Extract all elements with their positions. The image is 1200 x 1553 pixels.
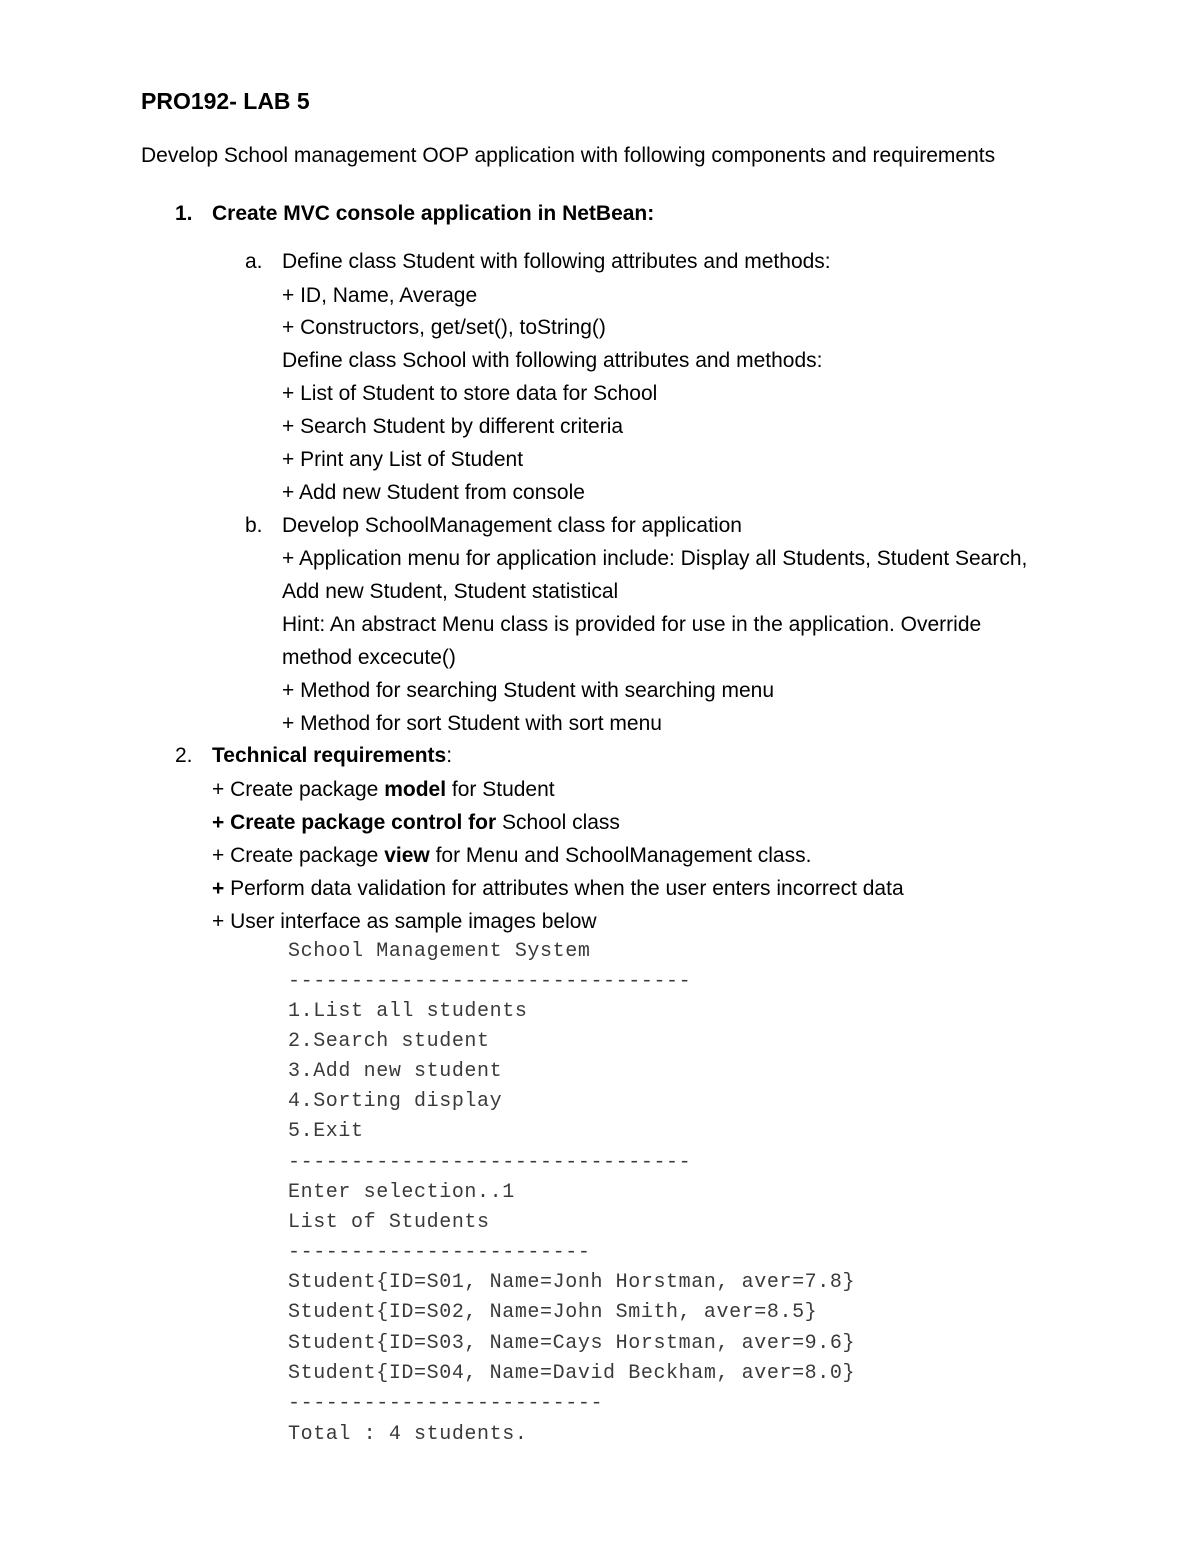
requirement-control — [212, 809, 620, 837]
console-line: 1.List all students — [288, 1000, 528, 1023]
intro-text: Develop School management OOP application with following components and requirements — [141, 144, 996, 167]
console-line: -------------------------------- — [288, 1151, 692, 1174]
req-text: + Create package — [212, 844, 385, 867]
section2-heading — [212, 742, 452, 770]
item-b-line: method excecute() — [282, 646, 456, 669]
console-line: Student{ID=S02, Name=John Smith, aver=8.5} — [288, 1301, 818, 1324]
console-line: School Management System — [288, 940, 591, 963]
req-bold-text: view — [384, 844, 430, 867]
req-bold-text: + Create package control for — [212, 811, 497, 834]
item-a-line: + Search Student by different criteria — [282, 415, 624, 438]
console-line: 3.Add new student — [288, 1060, 503, 1083]
item-b-line: Add new Student, Student statistical — [282, 580, 619, 603]
console-line: ------------------------ — [288, 1241, 591, 1264]
req-bold-text: + — [212, 877, 225, 900]
requirement-view — [212, 842, 811, 870]
console-line: Student{ID=S04, Name=David Beckham, aver=8.0} — [288, 1362, 856, 1385]
item-b-line: + Application menu for application include: Display all Students, Student Search, — [282, 547, 1028, 570]
requirement-ui: + User interface as sample images below — [212, 910, 597, 933]
section2-number: 2. — [175, 744, 193, 767]
item-b-letter: b. — [245, 514, 263, 537]
item-a-line: + Constructors, get/set(), toString() — [282, 316, 606, 339]
item-a-line: + Add new Student from console — [282, 481, 585, 504]
console-line: -------------------------------- — [288, 970, 692, 993]
requirement-validation — [212, 875, 904, 903]
console-line: ------------------------- — [288, 1392, 604, 1415]
console-line: Student{ID=S03, Name=Cays Horstman, aver=9.6} — [288, 1332, 856, 1355]
item-b-line: Hint: An abstract Menu class is provided for use in the application. Override — [282, 613, 982, 636]
item-a-line: + List of Student to store data for School — [282, 382, 658, 405]
console-line: Total : 4 students. — [288, 1423, 528, 1446]
item-a-line: + ID, Name, Average — [282, 284, 478, 307]
req-text: Perform data validation for attributes when the user enters incorrect data — [224, 877, 904, 900]
requirement-model — [212, 776, 555, 804]
console-line: List of Students — [288, 1211, 490, 1234]
section2-heading-colon: : — [446, 744, 453, 767]
item-b-line: + Method for sort Student with sort menu — [282, 712, 662, 735]
item-a-line: Define class Student with following attributes and methods: — [282, 250, 831, 273]
req-text: for Menu and SchoolManagement class. — [429, 844, 812, 867]
section1-heading: Create MVC console application in NetBean: — [212, 202, 655, 225]
req-bold-text: model — [384, 778, 447, 801]
console-line: 5.Exit — [288, 1120, 364, 1143]
document-title: PRO192- LAB 5 — [141, 88, 310, 114]
console-line: Enter selection..1 — [288, 1181, 515, 1204]
item-b-line: Develop SchoolManagement class for application — [282, 514, 742, 537]
item-b-line: + Method for searching Student with searching menu — [282, 679, 775, 702]
console-line: Student{ID=S01, Name=Jonh Horstman, aver=7.8} — [288, 1271, 856, 1294]
item-a-letter: a. — [245, 250, 263, 273]
section2-heading-bold: Technical requirements — [212, 744, 447, 767]
console-line: 4.Sorting display — [288, 1090, 503, 1113]
req-text: School class — [496, 811, 620, 834]
section1-number: 1. — [175, 202, 193, 225]
req-text: + Create package — [212, 778, 385, 801]
console-line: 2.Search student — [288, 1030, 490, 1053]
item-a-line: Define class School with following attributes and methods: — [282, 349, 823, 372]
item-a-line: + Print any List of Student — [282, 448, 524, 471]
req-text: for Student — [446, 778, 555, 801]
